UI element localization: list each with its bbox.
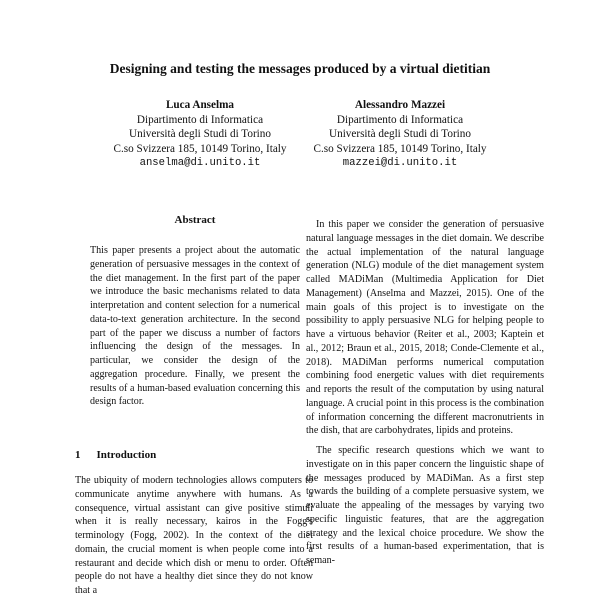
abstract-text: This paper presents a project about the automatic generation of persuasive messages in the context of the diet management. In the first part of the paper we introduce the basic mechanisms related to data interpretation and content selection for a numerical data-to-text generation architecture. In the second part of the paper we discuss a number of factors influencing the design of the messages. In particular, we consider the design of the aggregation procedure. Finally, we present the results of a human-based evaluation concerning this design factor. — [90, 245, 300, 408]
author-university: Università degli Studi di Torino — [329, 128, 471, 140]
paper-title: Designing and testing the messages produced by a virtual dietitian — [109, 61, 491, 76]
right-paragraph-2: The specific research questions which we want to investigate on in this paper concern the linguistic shape of the messages produced by MADiMan. As a first step towards the building of a complete persuasive system, we evaluate the appealing of the messages by varying two specific linguistic features, that are the aggregation strategy and the lexical choice procedure. We show the first results of a human-based experimentation, that is seman- — [306, 445, 544, 566]
author-address: C.so Svizzera 185, 10149 Torino, Italy — [313, 142, 487, 155]
abstract-heading: Abstract — [174, 214, 216, 226]
author-department: Dipartimento di Informatica — [336, 113, 464, 126]
left-column-body — [75, 474, 313, 598]
author-block-1 — [100, 98, 300, 171]
author-email: anselma@di.unito.it — [139, 157, 261, 169]
author-email: mazzei@di.unito.it — [342, 157, 458, 169]
author-name: Luca Anselma — [165, 99, 235, 111]
author-department: Dipartimento di Informatica — [136, 113, 264, 126]
author-block-2 — [300, 98, 500, 171]
section-number: 1 — [75, 449, 81, 461]
author-address: C.so Svizzera 185, 10149 Torino, Italy — [113, 142, 287, 155]
section-heading — [75, 449, 156, 461]
section-title: Introduction — [96, 449, 157, 461]
author-name: Alessandro Mazzei — [354, 99, 446, 111]
author-university: Università degli Studi di Torino — [129, 128, 271, 140]
right-paragraph-1: In this paper we consider the generation of persuasive natural language messages in the diet domain. We describe the actual implementation of the natural language generation (NLG) module of the diet management system called MADiMan (Multimedia Application for Diet Management) (Anselma and Mazzei, 2015). One of the main goals of this project is to investigate on the possibility to apply persuasive NLG for helping people to have a virtuous behavior (Reiter et al., 2003; Kaptein et al., 2012; Braun et al., 2015, 2018; Conde-Clemente et al., 2018). MADiMan performs numerical computation combining food energetic values with diet requirements and reports the result of the computation by using natural language. A crucial point in this process is the combination of information concerning the different macronutrients in the dish, that are carbohydrates, lipids and proteins. — [306, 219, 544, 437]
right-column-body — [306, 218, 544, 568]
intro-paragraph: The ubiquity of modern technologies allows computers to communicate anytime anywhere with humans. As a consequence, virtual assistant can give positive stimuli when it is really necessary, kairos in the Fogg's terminology (Fogg, 2002). In the context of the diet domain, the crucial moment is when people come into a restaurant and decide which dish or menu to order. Often people do not have a healthy diet since they do not know that a — [75, 475, 313, 596]
